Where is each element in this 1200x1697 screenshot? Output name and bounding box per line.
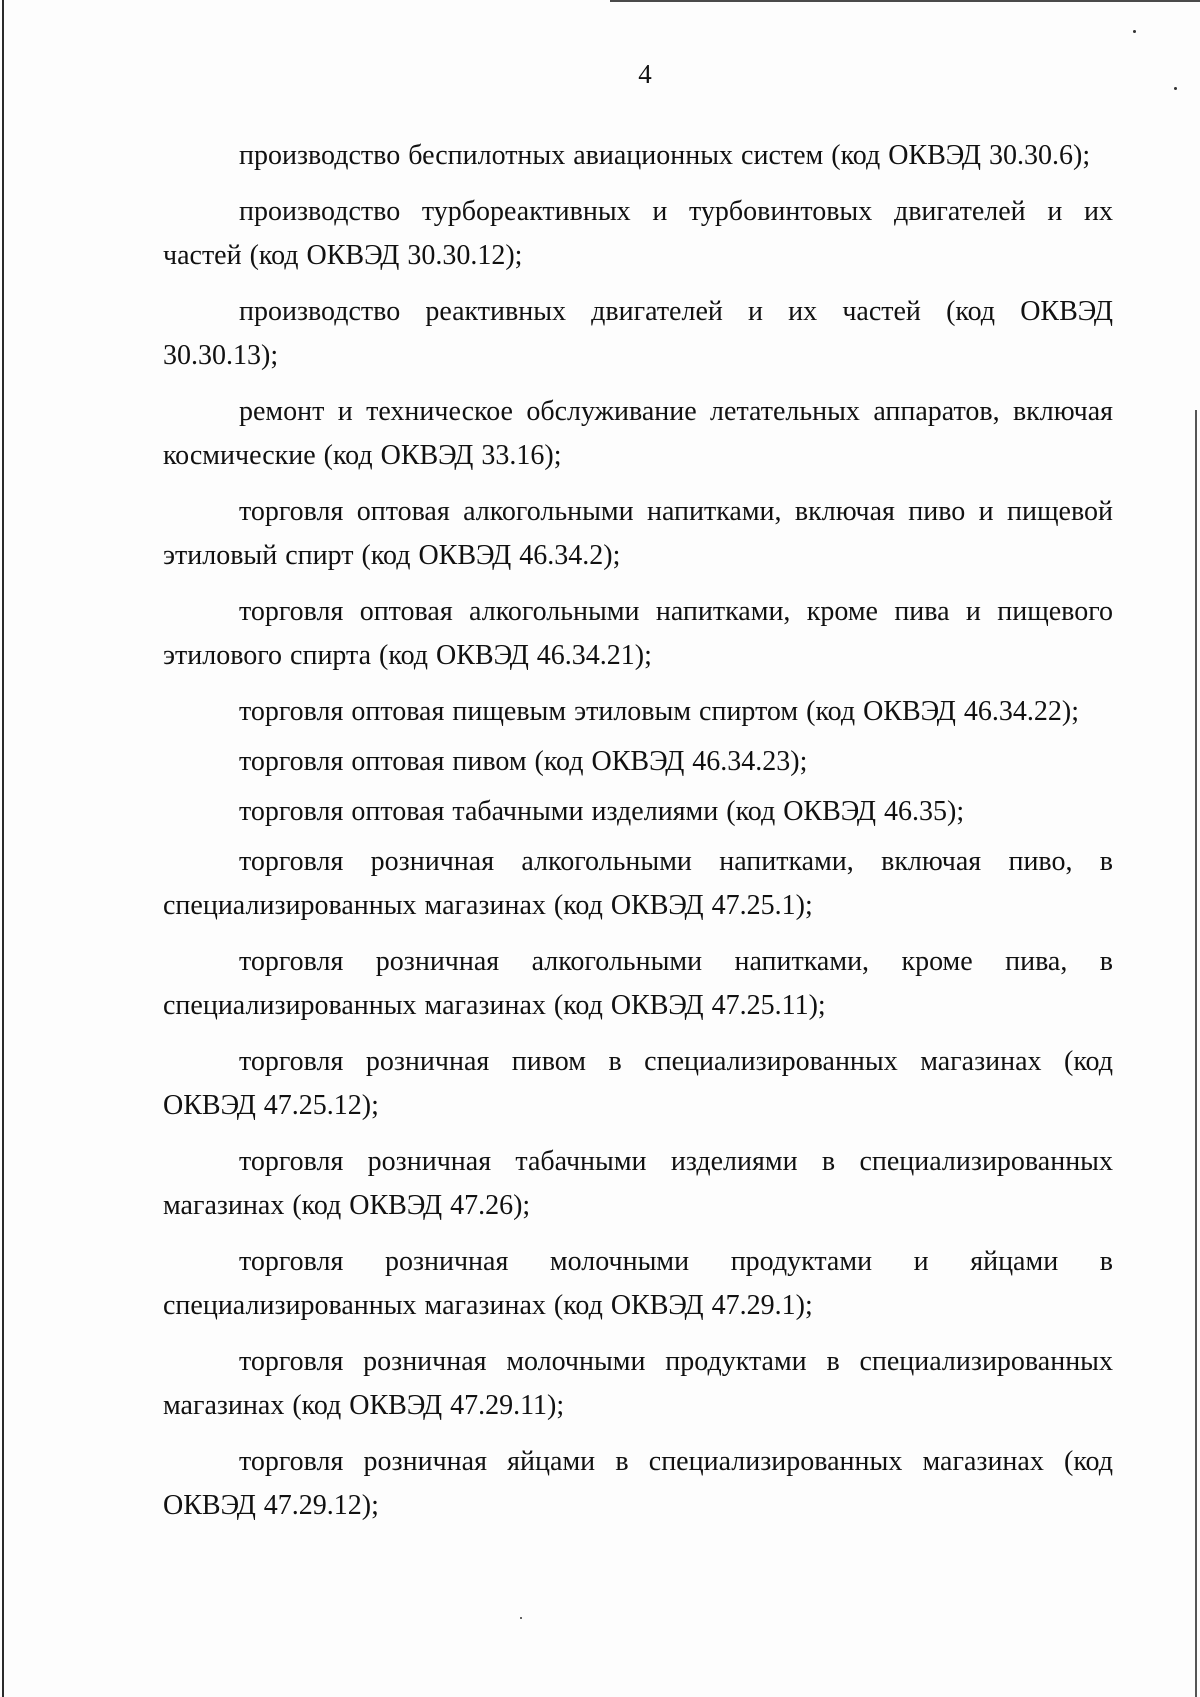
- document-body: [163, 134, 1113, 1540]
- okved-list-item: торговля розничная табачными изделиями в специализированных магазинах (код ОКВЭД 47.26);: [163, 1146, 1113, 1221]
- page-number: 4: [638, 59, 652, 89]
- okved-list-item: торговля оптовая алкогольными напитками, включая пиво и пищевой этиловый спирт (код ОКВЭД 46.34.2);: [163, 496, 1113, 571]
- scan-speck: [520, 1617, 522, 1619]
- okved-list-item: торговля розничная молочными продуктами и яйцами в специализированных магазинах (код ОКВЭД 47.29.1);: [163, 1246, 1113, 1321]
- okved-list-item: торговля оптовая пивом (код ОКВЭД 46.34.23);: [239, 746, 808, 777]
- okved-list-item: торговля розничная яйцами в специализированных магазинах (код ОКВЭД 47.29.12);: [163, 1446, 1113, 1521]
- okved-list-item: торговля розничная алкогольными напитками, кроме пива, в специализированных магазинах (код ОКВЭД 47.25.11);: [163, 946, 1113, 1021]
- okved-list-item: торговля оптовая табачными изделиями (код ОКВЭД 46.35);: [239, 796, 965, 827]
- okved-list-item: торговля оптовая пищевым этиловым спиртом (код ОКВЭД 46.34.22);: [239, 696, 1079, 727]
- scan-edge-top: [610, 0, 1200, 2]
- okved-list-item: торговля розничная алкогольными напитками, включая пиво, в специализированных магазинах (код ОКВЭД 47.25.1);: [163, 846, 1113, 921]
- scan-edge-left: [2, 0, 4, 1697]
- okved-list-item: производство турбореактивных и турбовинтовых двигателей и их частей (код ОКВЭД 30.30.12);: [163, 196, 1113, 271]
- okved-list-item: торговля розничная молочными продуктами в специализированных магазинах (код ОКВЭД 47.29.11);: [163, 1346, 1113, 1421]
- okved-list-item: ремонт и техническое обслуживание летательных аппаратов, включая космические (код ОКВЭД 33.16);: [163, 396, 1113, 471]
- okved-list-item: торговля розничная пивом в специализированных магазинах (код ОКВЭД 47.25.12);: [163, 1046, 1113, 1121]
- okved-list-item: производство беспилотных авиационных систем (код ОКВЭД 30.30.6);: [239, 140, 1091, 171]
- okved-list-item: производство реактивных двигателей и их частей (код ОКВЭД 30.30.13);: [163, 296, 1113, 371]
- okved-list-item: торговля оптовая алкогольными напитками, кроме пива и пищевого этилового спирта (код ОКВЭД 46.34.21);: [163, 596, 1113, 671]
- scan-speck: [1133, 30, 1136, 33]
- scan-edge-right: [1195, 410, 1197, 1697]
